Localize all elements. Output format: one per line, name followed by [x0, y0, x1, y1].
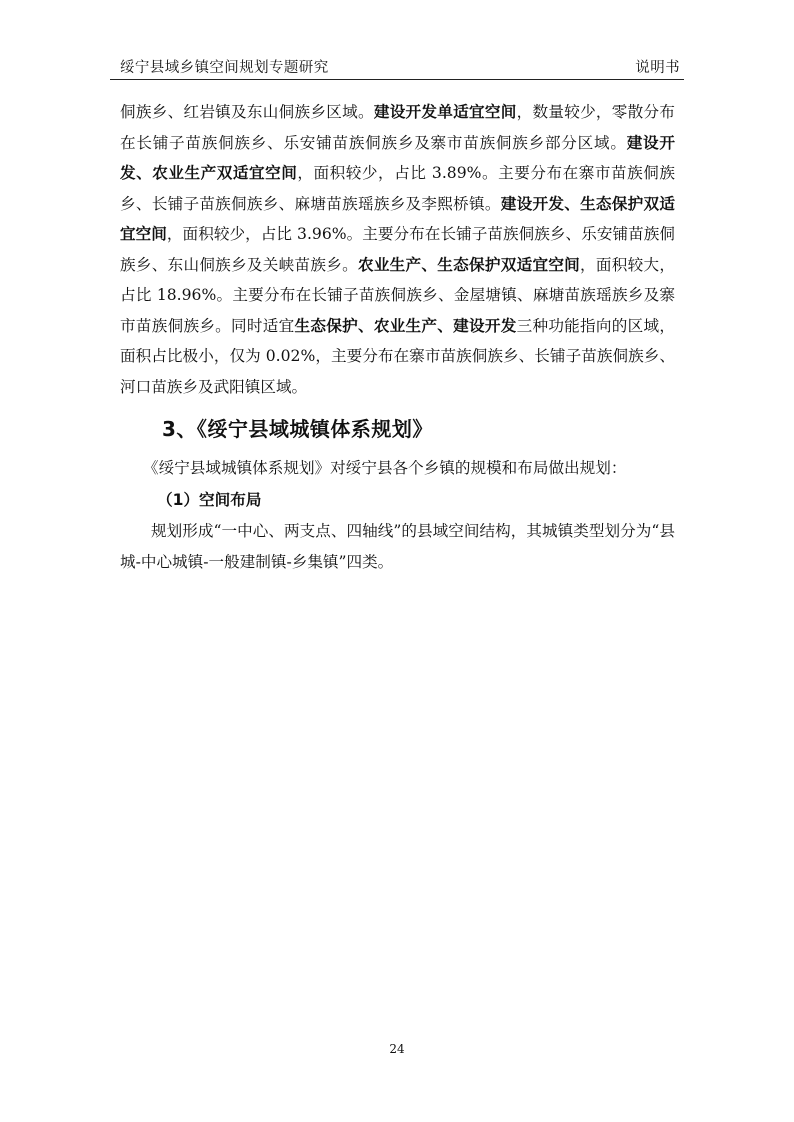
page-number: 24 [389, 1042, 405, 1056]
sub-heading-spatial-layout: （1）空间布局 [157, 491, 262, 509]
page-header [110, 54, 684, 78]
paragraph-text: 三种功能指向的区域，面积占比极小，仅为 0.02%，主要分布在寨市苗族侗族乡、长铺子苗族侗族乡、河口苗族乡及武阳镇区域。 [120, 316, 675, 396]
emphasis-text: 建设开发、生态保护双适宜空间 [120, 194, 675, 243]
section-intro-text: 《绥宁县域城镇体系规划》对绥宁县各个乡镇的规模和布局做出规划： [143, 459, 627, 477]
body-paragraph-suitability [120, 97, 675, 402]
body-paragraph-spatial-structure: 规划形成“一中心、两支点、四轴线”的县域空间结构，其城镇类型划分为“县城-中心城镇-一般建制镇-乡集镇”四类。 [120, 522, 675, 571]
header-section-label: 说明书 [635, 60, 680, 76]
paragraph-text: 侗族乡、红岩镇及东山侗族乡区域。 [120, 103, 374, 121]
emphasis-text: 生态保护、农业生产、建设开发 [294, 316, 517, 335]
emphasis-text: 建设开发、农业生产双适宜空间 [120, 133, 675, 182]
emphasis-text: 建设开发单适宜空间 [373, 103, 517, 121]
header-rule [110, 79, 684, 80]
section-heading: 3、《绥宁县域城镇体系规划》 [162, 417, 433, 441]
paragraph-text: ，面积较少，占比 3.89%。主要分布在寨市苗族侗族乡、长铺子苗族侗族乡、麻塘苗族瑶族乡及李熙桥镇。 [120, 164, 675, 213]
header-title: 绥宁县域乡镇空间规划专题研究 [120, 60, 329, 76]
paragraph-text: ，面积较少，占比 3.96%。主要分布在长铺子苗族侗族乡、乐安铺苗族侗族乡、东山侗族乡及关峡苗族乡。 [120, 225, 675, 274]
emphasis-text: 农业生产、生态保护双适宜空间 [357, 255, 581, 274]
paragraph-text: ，数量较少，零散分布在长铺子苗族侗族乡、乐安铺苗族侗族乡及寨市苗族侗族乡部分区域。 [120, 103, 675, 152]
paragraph-text: ，面积较大，占比 18.96%。主要分布在长铺子苗族侗族乡、金屋塘镇、麻塘苗族瑶族乡及寨市苗族侗族乡。同时适宜 [120, 255, 675, 335]
